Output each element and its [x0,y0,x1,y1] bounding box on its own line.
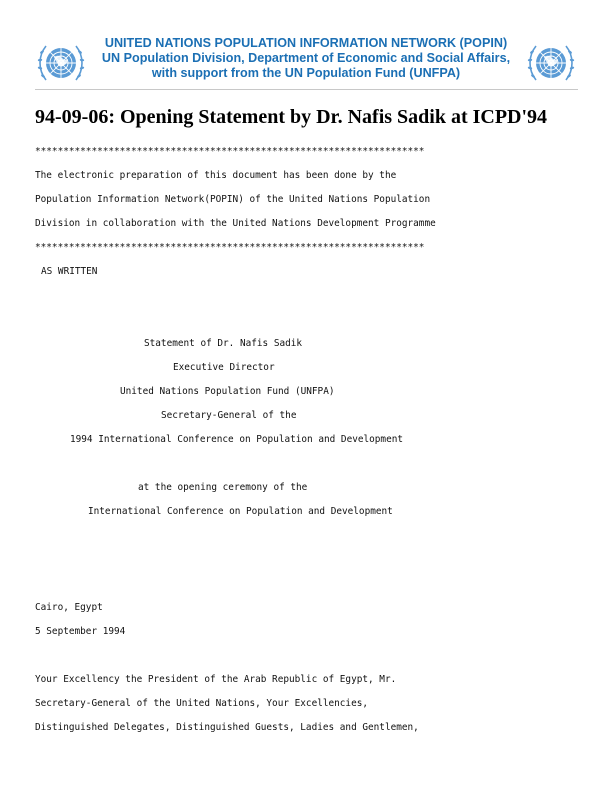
prep-line-1: The electronic preparation of this document has been done by the [35,170,397,181]
header-line-3: with support from the UN Population Fund (UNFPA) [151,66,461,80]
prep-line-2: Population Information Network(POPIN) of the United Nations Population [35,194,431,205]
stars-divider-bottom: ********************************************************************* [35,242,425,253]
occasion-line-1: at the opening ceremony of the [138,482,308,493]
occasion-line-2: International Conference on Population and Development [88,506,393,517]
statement-line-5: 1994 International Conference on Population and Development [70,434,404,445]
as-written-label: AS WRITTEN [41,266,98,277]
address-line-3: Distinguished Delegates, Distinguished Guests, Ladies and Gentlemen, [35,722,419,733]
page-header [0,36,612,88]
un-emblem-icon [36,38,86,88]
header-line-1: UNITED NATIONS POPULATION INFORMATION NETWORK (POPIN) [104,36,508,50]
header-divider [35,89,578,90]
stars-divider-top: ********************************************************************* [35,146,425,157]
header-title-block [90,36,522,81]
date-line: 5 September 1994 [35,626,126,637]
prep-line-3: Division in collaboration with the United Nations Development Programme [35,218,436,229]
statement-line-2: Executive Director [173,362,275,373]
address-line-2: Secretary-General of the United Nations, Your Excellencies, [35,698,369,709]
statement-line-1: Statement of Dr. Nafis Sadik [144,338,303,349]
place-line: Cairo, Egypt [35,602,103,613]
un-emblem-icon [526,38,576,88]
header-line-2: UN Population Division, Department of Economic and Social Affairs, [101,51,511,65]
page-title: 94-09-06: Opening Statement by Dr. Nafis Sadik at ICPD'94 [35,106,548,128]
address-line-1: Your Excellency the President of the Arab Republic of Egypt, Mr. [35,674,397,685]
statement-line-4: Secretary-General of the [161,410,297,421]
statement-line-3: United Nations Population Fund (UNFPA) [120,386,335,397]
